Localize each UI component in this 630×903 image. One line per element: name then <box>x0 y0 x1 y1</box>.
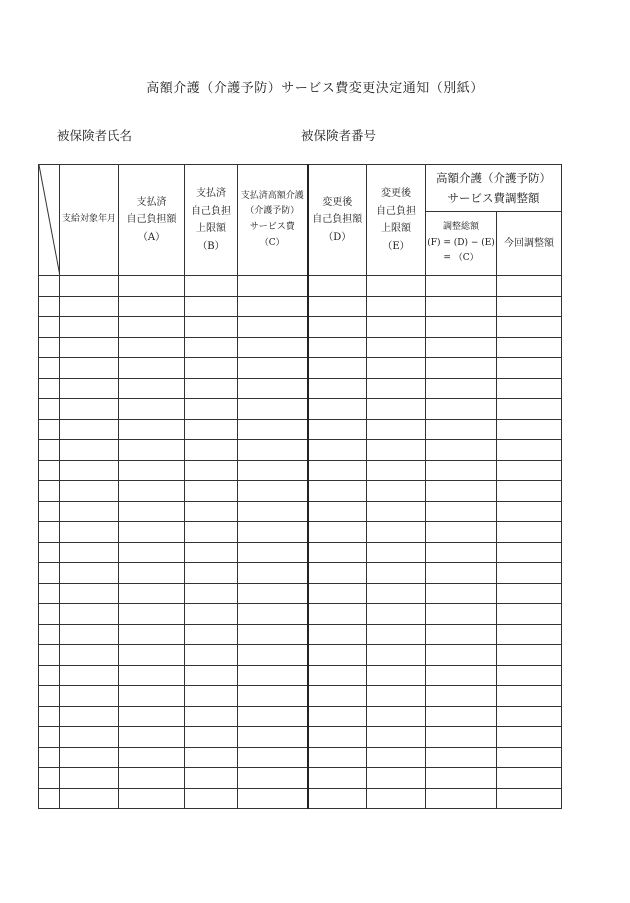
table-cell[interactable] <box>426 604 497 625</box>
table-cell[interactable] <box>308 645 367 666</box>
table-cell[interactable] <box>119 337 185 358</box>
table-cell[interactable] <box>497 317 562 338</box>
table-cell[interactable] <box>238 501 308 522</box>
table-cell[interactable] <box>185 296 238 317</box>
table-cell[interactable] <box>367 317 426 338</box>
table-cell[interactable] <box>238 542 308 563</box>
table-cell[interactable] <box>367 624 426 645</box>
table-cell[interactable] <box>426 665 497 686</box>
table-row <box>39 768 562 789</box>
table-cell[interactable] <box>497 399 562 420</box>
table-cell[interactable] <box>39 296 60 317</box>
table-cell[interactable] <box>367 727 426 748</box>
table-cell[interactable] <box>60 604 119 625</box>
table-cell[interactable] <box>308 788 367 809</box>
table-cell[interactable] <box>119 440 185 461</box>
table-cell[interactable] <box>367 419 426 440</box>
table-row <box>39 624 562 645</box>
table-cell[interactable] <box>39 645 60 666</box>
table-cell[interactable] <box>39 563 60 584</box>
table-cell[interactable] <box>60 440 119 461</box>
table-cell[interactable] <box>497 583 562 604</box>
table-cell[interactable] <box>426 768 497 789</box>
table-cell[interactable] <box>497 768 562 789</box>
table-cell[interactable] <box>426 542 497 563</box>
table-cell[interactable] <box>426 276 497 297</box>
table-cell[interactable] <box>39 317 60 338</box>
table-cell[interactable] <box>185 563 238 584</box>
table-row <box>39 378 562 399</box>
table-row <box>39 665 562 686</box>
table-cell[interactable] <box>426 501 497 522</box>
table-cell[interactable] <box>39 542 60 563</box>
table-cell[interactable] <box>426 378 497 399</box>
diagonal-header-cell <box>39 165 60 276</box>
table-cell[interactable] <box>238 399 308 420</box>
table-cell[interactable] <box>497 378 562 399</box>
table-cell[interactable] <box>426 727 497 748</box>
table-cell[interactable] <box>119 522 185 543</box>
table-cell[interactable] <box>185 604 238 625</box>
table-cell[interactable] <box>308 522 367 543</box>
table-cell[interactable] <box>119 706 185 727</box>
table-cell[interactable] <box>60 686 119 707</box>
table-cell[interactable] <box>119 460 185 481</box>
table-cell[interactable] <box>39 583 60 604</box>
table-cell[interactable] <box>497 419 562 440</box>
table-cell[interactable] <box>60 419 119 440</box>
table-cell[interactable] <box>119 747 185 768</box>
diagonal-line-icon <box>39 165 60 276</box>
table-cell[interactable] <box>367 788 426 809</box>
table-cell[interactable] <box>39 522 60 543</box>
adjustment-group-header: 高額介護（介護予防） サービス費調整額 <box>426 165 562 212</box>
table-cell[interactable] <box>39 604 60 625</box>
table-row <box>39 501 562 522</box>
table-cell[interactable] <box>60 276 119 297</box>
table-cell[interactable] <box>497 276 562 297</box>
table-cell[interactable] <box>426 747 497 768</box>
table-cell[interactable] <box>39 768 60 789</box>
table-cell[interactable] <box>39 399 60 420</box>
table-cell[interactable] <box>185 686 238 707</box>
table-cell[interactable] <box>39 788 60 809</box>
table-cell[interactable] <box>497 645 562 666</box>
table-cell[interactable] <box>60 747 119 768</box>
table-cell[interactable] <box>367 604 426 625</box>
table-cell[interactable] <box>308 706 367 727</box>
table-cell[interactable] <box>308 296 367 317</box>
table-cell[interactable] <box>238 686 308 707</box>
table-cell[interactable] <box>39 747 60 768</box>
table-cell[interactable] <box>308 624 367 645</box>
table-cell[interactable] <box>60 645 119 666</box>
table-cell[interactable] <box>119 542 185 563</box>
adjust-current-column-header: 今回調整額 <box>497 212 562 276</box>
table-cell[interactable] <box>60 337 119 358</box>
new-cap-column-header: 変更後 自己負担 上限額 （E） <box>367 165 426 276</box>
table-cell[interactable] <box>497 686 562 707</box>
table-cell[interactable] <box>60 768 119 789</box>
table-cell[interactable] <box>367 563 426 584</box>
table-cell[interactable] <box>497 788 562 809</box>
table-cell[interactable] <box>308 378 367 399</box>
table-cell[interactable] <box>426 399 497 420</box>
table-cell[interactable] <box>238 317 308 338</box>
table-cell[interactable] <box>238 419 308 440</box>
table-cell[interactable] <box>119 419 185 440</box>
adjustment-table <box>38 164 562 809</box>
table-cell[interactable] <box>367 686 426 707</box>
table-row <box>39 440 562 461</box>
table-cell[interactable] <box>497 624 562 645</box>
table-cell[interactable] <box>119 296 185 317</box>
table-cell[interactable] <box>119 481 185 502</box>
table-cell[interactable] <box>426 440 497 461</box>
table-cell[interactable] <box>497 727 562 748</box>
table-cell[interactable] <box>497 358 562 379</box>
table-cell[interactable] <box>39 706 60 727</box>
table-cell[interactable] <box>39 276 60 297</box>
table-cell[interactable] <box>308 563 367 584</box>
table-cell[interactable] <box>238 788 308 809</box>
table-cell[interactable] <box>367 768 426 789</box>
table-cell[interactable] <box>238 276 308 297</box>
table-cell[interactable] <box>60 296 119 317</box>
table-cell[interactable] <box>497 747 562 768</box>
table-cell[interactable] <box>39 378 60 399</box>
table-cell[interactable] <box>185 583 238 604</box>
table-cell[interactable] <box>426 481 497 502</box>
table-cell[interactable] <box>426 358 497 379</box>
table-cell[interactable] <box>119 686 185 707</box>
table-cell[interactable] <box>308 604 367 625</box>
table-cell[interactable] <box>60 727 119 748</box>
table-cell[interactable] <box>497 460 562 481</box>
paid-cap-column-header: 支払済 自己負担 上限額 （B） <box>185 165 238 276</box>
table-cell[interactable] <box>308 440 367 461</box>
table-cell[interactable] <box>60 583 119 604</box>
table-cell[interactable] <box>60 358 119 379</box>
table-cell[interactable] <box>497 522 562 543</box>
table-cell[interactable] <box>367 358 426 379</box>
table-cell[interactable] <box>497 604 562 625</box>
table-cell[interactable] <box>185 276 238 297</box>
table-cell[interactable] <box>367 481 426 502</box>
table-cell[interactable] <box>426 686 497 707</box>
table-cell[interactable] <box>238 665 308 686</box>
table-cell[interactable] <box>119 788 185 809</box>
table-row <box>39 706 562 727</box>
table-cell[interactable] <box>185 460 238 481</box>
table-cell[interactable] <box>238 440 308 461</box>
table-cell[interactable] <box>119 624 185 645</box>
table-cell[interactable] <box>238 604 308 625</box>
table-cell[interactable] <box>119 563 185 584</box>
table-row <box>39 358 562 379</box>
table-cell[interactable] <box>185 542 238 563</box>
table-cell[interactable] <box>185 747 238 768</box>
paid-service-column-header: 支払済高額介護 （介護予防） サービス費 （C） <box>238 165 308 276</box>
table-row <box>39 276 562 297</box>
table-cell[interactable] <box>60 665 119 686</box>
table-cell[interactable] <box>60 317 119 338</box>
table-cell[interactable] <box>238 522 308 543</box>
table-cell[interactable] <box>497 665 562 686</box>
table-cell[interactable] <box>426 460 497 481</box>
table-row <box>39 563 562 584</box>
table-cell[interactable] <box>367 542 426 563</box>
table-row <box>39 727 562 748</box>
table-cell[interactable] <box>497 440 562 461</box>
table-row <box>39 481 562 502</box>
table-cell[interactable] <box>60 501 119 522</box>
table-cell[interactable] <box>60 378 119 399</box>
table-row <box>39 686 562 707</box>
table-row <box>39 399 562 420</box>
table-cell[interactable] <box>185 522 238 543</box>
table-cell[interactable] <box>238 727 308 748</box>
table-cell[interactable] <box>39 460 60 481</box>
table-cell[interactable] <box>60 460 119 481</box>
table-cell[interactable] <box>119 727 185 748</box>
table-row <box>39 542 562 563</box>
table-cell[interactable] <box>497 563 562 584</box>
table-cell[interactable] <box>308 768 367 789</box>
table-cell[interactable] <box>39 481 60 502</box>
table-cell[interactable] <box>497 542 562 563</box>
table-cell[interactable] <box>238 358 308 379</box>
table-cell[interactable] <box>185 706 238 727</box>
table-cell[interactable] <box>367 501 426 522</box>
table-cell[interactable] <box>367 665 426 686</box>
month-column-header: 支給対象年月 <box>60 165 119 276</box>
table-cell[interactable] <box>185 358 238 379</box>
table-cell[interactable] <box>119 583 185 604</box>
table-cell[interactable] <box>238 645 308 666</box>
table-cell[interactable] <box>39 727 60 748</box>
table-cell[interactable] <box>308 358 367 379</box>
paid-copay-column-header: 支払済 自己負担額 （A） <box>119 165 185 276</box>
table-cell[interactable] <box>426 583 497 604</box>
table-cell[interactable] <box>60 399 119 420</box>
table-cell[interactable] <box>119 317 185 338</box>
table-cell[interactable] <box>185 440 238 461</box>
table-row <box>39 604 562 625</box>
table-cell[interactable] <box>426 337 497 358</box>
new-copay-column-header: 変更後 自己負担額 （D） <box>308 165 367 276</box>
table-cell[interactable] <box>426 624 497 645</box>
table-cell[interactable] <box>497 296 562 317</box>
table-cell[interactable] <box>60 788 119 809</box>
table-cell[interactable] <box>308 583 367 604</box>
table-row <box>39 522 562 543</box>
table-cell[interactable] <box>185 399 238 420</box>
table-cell[interactable] <box>39 624 60 645</box>
table-cell[interactable] <box>426 563 497 584</box>
table-cell[interactable] <box>308 399 367 420</box>
table-cell[interactable] <box>238 563 308 584</box>
table-cell[interactable] <box>308 501 367 522</box>
table-cell[interactable] <box>39 358 60 379</box>
table-cell[interactable] <box>39 686 60 707</box>
table-cell[interactable] <box>367 645 426 666</box>
table-cell[interactable] <box>39 337 60 358</box>
table-cell[interactable] <box>185 788 238 809</box>
table-row <box>39 788 562 809</box>
insured-name-label: 被保険者氏名 <box>57 128 133 143</box>
table-cell[interactable] <box>39 665 60 686</box>
table-cell[interactable] <box>185 337 238 358</box>
table-cell[interactable] <box>60 481 119 502</box>
table-cell[interactable] <box>367 296 426 317</box>
table-cell[interactable] <box>367 399 426 420</box>
table-cell[interactable] <box>497 337 562 358</box>
table-cell[interactable] <box>119 665 185 686</box>
table-cell[interactable] <box>60 624 119 645</box>
page-title: 高額介護（介護予防）サービス費変更決定通知（別紙） <box>146 81 484 96</box>
table-cell[interactable] <box>119 358 185 379</box>
table-cell[interactable] <box>60 542 119 563</box>
table-cell[interactable] <box>367 337 426 358</box>
table-cell[interactable] <box>185 378 238 399</box>
table-cell[interactable] <box>367 460 426 481</box>
table-cell[interactable] <box>308 727 367 748</box>
table-row <box>39 747 562 768</box>
table-cell[interactable] <box>238 706 308 727</box>
table-cell[interactable] <box>39 419 60 440</box>
table-row <box>39 296 562 317</box>
table-row <box>39 460 562 481</box>
table-cell[interactable] <box>497 481 562 502</box>
table-cell[interactable] <box>185 481 238 502</box>
table-cell[interactable] <box>238 481 308 502</box>
table-cell[interactable] <box>119 645 185 666</box>
table-cell[interactable] <box>308 542 367 563</box>
table-cell[interactable] <box>367 378 426 399</box>
table-row <box>39 583 562 604</box>
table-cell[interactable] <box>60 706 119 727</box>
table-cell[interactable] <box>426 317 497 338</box>
table-cell[interactable] <box>185 624 238 645</box>
table-cell[interactable] <box>426 788 497 809</box>
table-body <box>39 276 562 809</box>
table-row <box>39 317 562 338</box>
table-cell[interactable] <box>238 624 308 645</box>
table-cell[interactable] <box>426 706 497 727</box>
table-row <box>39 645 562 666</box>
table-cell[interactable] <box>60 522 119 543</box>
table-cell[interactable] <box>426 522 497 543</box>
table-cell[interactable] <box>308 747 367 768</box>
table-row <box>39 419 562 440</box>
table-cell[interactable] <box>426 419 497 440</box>
table-cell[interactable] <box>497 501 562 522</box>
table-cell[interactable] <box>308 686 367 707</box>
table-cell[interactable] <box>367 583 426 604</box>
table-cell[interactable] <box>426 296 497 317</box>
table-cell[interactable] <box>238 768 308 789</box>
table-cell[interactable] <box>238 583 308 604</box>
table-cell[interactable] <box>308 665 367 686</box>
table-cell[interactable] <box>308 337 367 358</box>
table-cell[interactable] <box>119 399 185 420</box>
table-cell[interactable] <box>60 563 119 584</box>
table-cell[interactable] <box>308 276 367 297</box>
table-cell[interactable] <box>119 501 185 522</box>
table-cell[interactable] <box>238 296 308 317</box>
table-cell[interactable] <box>238 378 308 399</box>
table-cell[interactable] <box>367 522 426 543</box>
table-cell[interactable] <box>39 440 60 461</box>
table-cell[interactable] <box>238 460 308 481</box>
table-cell[interactable] <box>367 440 426 461</box>
table-cell[interactable] <box>367 276 426 297</box>
table-cell[interactable] <box>119 604 185 625</box>
table-cell[interactable] <box>185 768 238 789</box>
table-cell[interactable] <box>308 460 367 481</box>
table-cell[interactable] <box>119 768 185 789</box>
table-cell[interactable] <box>367 747 426 768</box>
table-cell[interactable] <box>185 727 238 748</box>
table-cell[interactable] <box>238 747 308 768</box>
table-cell[interactable] <box>308 419 367 440</box>
table-cell[interactable] <box>308 481 367 502</box>
table-cell[interactable] <box>367 706 426 727</box>
table-cell[interactable] <box>119 378 185 399</box>
table-cell[interactable] <box>39 501 60 522</box>
table-cell[interactable] <box>426 645 497 666</box>
table-cell[interactable] <box>185 501 238 522</box>
table-cell[interactable] <box>185 665 238 686</box>
table-row <box>39 337 562 358</box>
table-cell[interactable] <box>185 317 238 338</box>
table-cell[interactable] <box>185 419 238 440</box>
insured-number-label: 被保険者番号 <box>301 128 377 143</box>
table-cell[interactable] <box>497 706 562 727</box>
table-cell[interactable] <box>119 276 185 297</box>
table-cell[interactable] <box>308 317 367 338</box>
table-cell[interactable] <box>238 337 308 358</box>
table-cell[interactable] <box>185 645 238 666</box>
adjust-total-column-header: 調整総額 (F) = (D) − (E) = （C） <box>426 212 497 276</box>
